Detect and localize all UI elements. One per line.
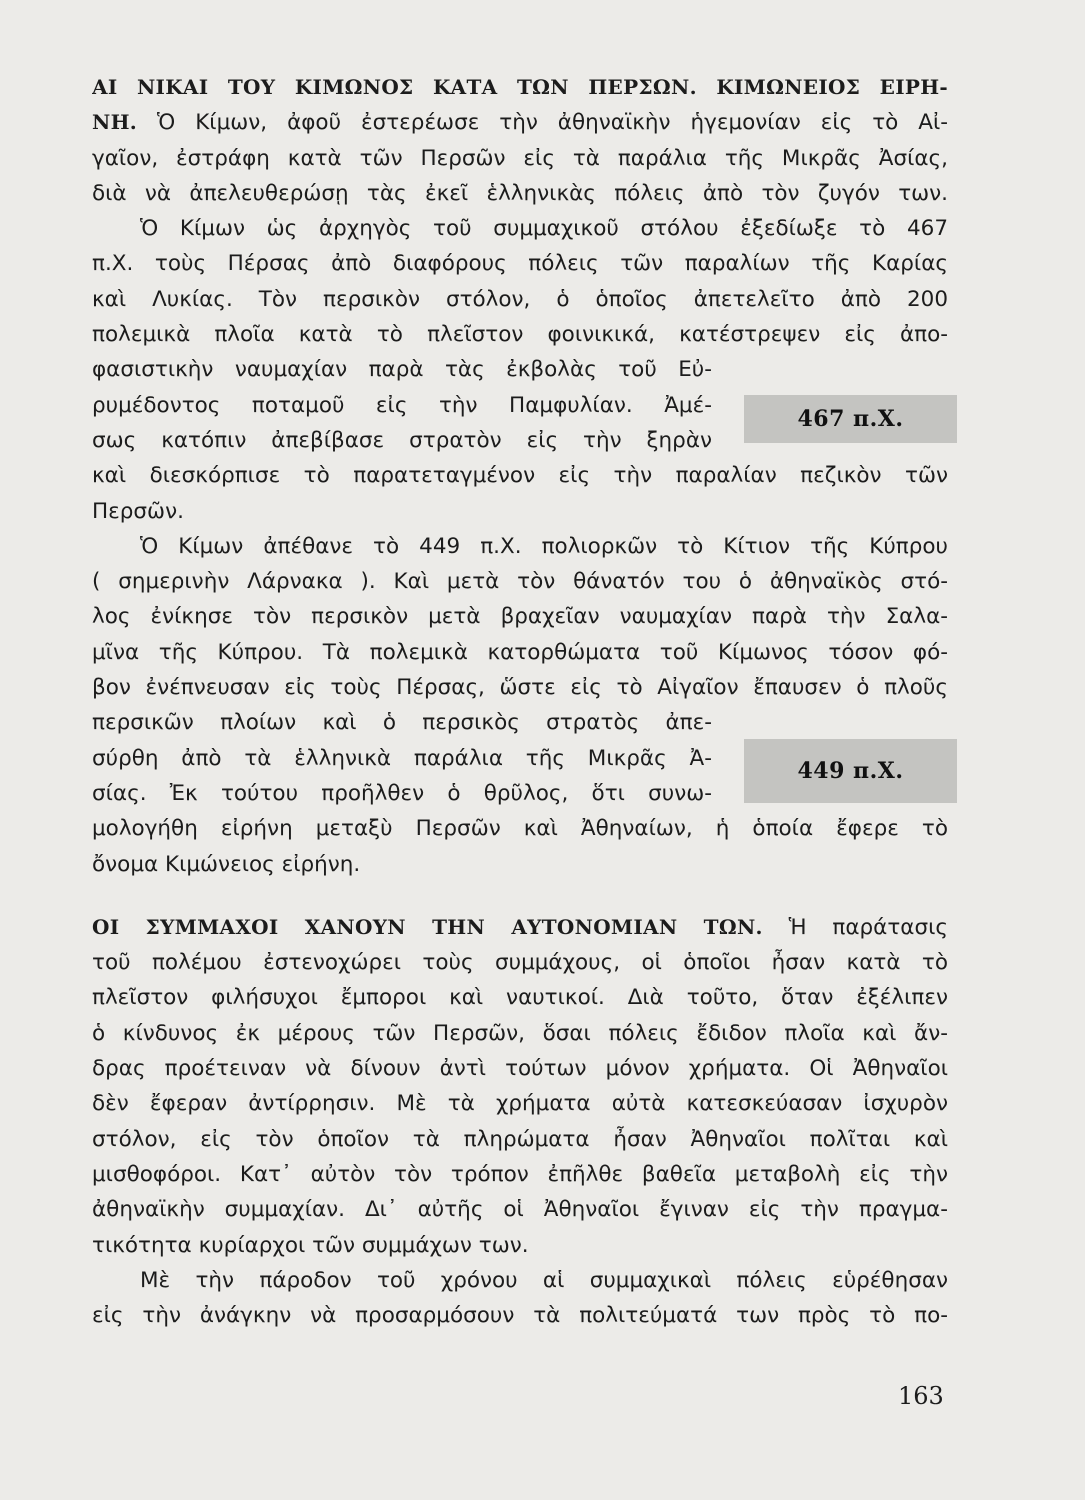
paragraph-line: μισθοφόροι. Κατ᾽ αὐτὸν τὸν τρόπον ἐπῆλθε βαθεῖα μεταβολὴ εἰς τὴν: [92, 1161, 948, 1187]
paragraph-line: Μὲ τὴν πάροδον τοῦ χρόνου αἱ συμμαχικαὶ πόλεις εὑρέθησαν: [140, 1267, 948, 1293]
paragraph-line: διὰ νὰ ἀπελευθερώσῃ τὰς ἐκεῖ ἑλληνικὰς πόλεις ἀπὸ τὸν ζυγόν των.: [92, 180, 948, 206]
paragraph-line: ἀθηναϊκὴν συμμαχίαν. Δι᾽ αὐτῆς οἱ Ἀθηναῖοι ἔγιναν εἰς τὴν πραγμα-: [92, 1197, 948, 1223]
heading-text: ΝΗ.: [92, 110, 138, 135]
paragraph-line: περσικῶν πλοίων καὶ ὁ περσικὸς στρατὸς ἀπε-: [92, 710, 712, 736]
paragraph-line: Ὁ Κίμων ἀπέθανε τὸ 449 π.Χ. πολιορκῶν τὸ Κίτιον τῆς Κύπρου: [140, 533, 948, 559]
paragraph-line: πολεμικὰ πλοῖα κατὰ τὸ πλεῖστον φοινικικά, κατέστρεψεν εἰς ἀπο-: [92, 322, 948, 348]
paragraph-line: Ὁ Κίμων ὡς ἀρχηγὸς τοῦ συμμαχικοῦ στόλου ἐξεδίωξε τὸ 467: [140, 216, 948, 242]
paragraph-line: ὁ κίνδυνος ἐκ μέρους τῶν Περσῶν, ὅσαι πόλεις ἔδιδον πλοῖα καὶ ἄν-: [92, 1020, 948, 1046]
heading-text: ΑΙ ΝΙΚΑΙ ΤΟΥ ΚΙΜΩΝΟΣ ΚΑΤΑ ΤΩΝ ΠΕΡΣΩΝ. ΚΙΜΩΝΕΙΟΣ ΕΙΡΗ-: [92, 75, 948, 99]
section-gap: [92, 882, 948, 910]
paragraph-line: Περσῶν.: [92, 498, 184, 524]
margin-date-note: 449 π.Χ.: [744, 739, 957, 803]
paragraph-line: σύρθη ἀπὸ τὰ ἑλληνικὰ παράλια τῆς Μικρᾶς Ἀ-: [92, 745, 712, 771]
page-number: 163: [898, 1382, 944, 1410]
paragraph-line: μῖνα τῆς Κύπρου. Τὰ πολεμικὰ κατορθώματα τοῦ Κίμωνος τόσον φό-: [92, 639, 948, 665]
text-column: [92, 70, 948, 1333]
heading-text: ΟΙ ΣΥΜΜΑΧΟΙ ΧΑΝΟΥΝ ΤΗΝ ΑΥΤΟΝΟΜΙΑΝ ΤΩΝ.: [92, 914, 763, 939]
margin-date-note: 467 π.Χ.: [744, 395, 957, 443]
paragraph-line: ΝΗ. Ὁ Κίμων, ἀφοῦ ἐστερέωσε τὴν ἀθηναϊκὴν ἡγεμονίαν εἰς τὸ Αἰ-: [92, 110, 948, 136]
paragraph-line: δρας προέτειναν νὰ δίνουν ἀντὶ τούτων μόνον χρήματα. Οἱ Ἀθηναῖοι: [92, 1056, 948, 1082]
paragraph-line: καὶ διεσκόρπισε τὸ παρατεταγμένον εἰς τὴν παραλίαν πεζικὸν τῶν: [92, 463, 948, 489]
paragraph-line: τοῦ πολέμου ἐστενοχώρει τοὺς συμμάχους, οἱ ὁποῖοι ἦσαν κατὰ τὸ: [92, 950, 948, 976]
paragraph-line: ( σημερινὴν Λάρνακα ). Καὶ μετὰ τὸν θάνατόν του ὁ ἀθηναϊκὸς στό-: [92, 569, 948, 595]
paragraph-line: τικότητα κυρίαρχοι τῶν συμμάχων των.: [92, 1232, 529, 1258]
paragraph-line: εἰς τὴν ἀνάγκην νὰ προσαρμόσουν τὰ πολιτεύματά των πρὸς τὸ πο-: [92, 1303, 948, 1329]
section-heading: ΟΙ ΣΥΜΜΑΧΟΙ ΧΑΝΟΥΝ ΤΗΝ ΑΥΤΟΝΟΜΙΑΝ ΤΩΝ. Ἡ παράτασις: [92, 914, 948, 940]
paragraph-line: ὄνομα Κιμώνειος εἰρήνη.: [92, 851, 361, 877]
paragraph-line: π.Χ. τοὺς Πέρσας ἀπὸ διαφόρους πόλεις τῶν παραλίων τῆς Καρίας: [92, 251, 948, 277]
paragraph-line: λος ἐνίκησε τὸν περσικὸν μετὰ βραχεῖαν ναυμαχίαν παρὰ τὴν Σαλα-: [92, 604, 948, 630]
paragraph-line: μολογήθη εἰρήνη μεταξὺ Περσῶν καὶ Ἀθηναίων, ἡ ὁποία ἔφερε τὸ: [92, 816, 948, 842]
paragraph-line: γαῖον, ἐστράφη κατὰ τῶν Περσῶν εἰς τὰ παράλια τῆς Μικρᾶς Ἀσίας,: [92, 145, 948, 171]
paragraph-line: στόλον, εἰς τὸν ὁποῖον τὰ πληρώματα ἦσαν Ἀθηναῖοι πολῖται καὶ: [92, 1126, 948, 1152]
paragraph-line: σίας. Ἐκ τούτου προῆλθεν ὁ θρῦλος, ὅτι συνω-: [92, 780, 712, 806]
paragraph-line: σως κατόπιν ἀπεβίβασε στρατὸν εἰς τὴν ξηρὰν: [92, 427, 712, 453]
paragraph-line: βον ἐνέπνευσαν εἰς τοὺς Πέρσας, ὥστε εἰς τὸ Αἰγαῖον ἔπαυσεν ὁ πλοῦς: [92, 675, 948, 701]
paragraph-line: καὶ Λυκίας. Τὸν περσικὸν στόλον, ὁ ὁποῖος ἀπετελεῖτο ἀπὸ 200: [92, 286, 948, 312]
paragraph-line: πλεῖστον φιλήσυχοι ἔμποροι καὶ ναυτικοί. Διὰ τοῦτο, ὅταν ἐξέλιπεν: [92, 985, 948, 1011]
section-heading: [92, 70, 948, 105]
paragraph-line: δὲν ἔφεραν ἀντίρρησιν. Μὲ τὰ χρήματα αὐτὰ κατεσκεύασαν ἰσχυρὸν: [92, 1091, 948, 1117]
paragraph-line: ρυμέδοντος ποταμοῦ εἰς τὴν Παμφυλίαν. Ἀμέ-: [92, 392, 712, 418]
paragraph-line: φασιστικὴν ναυμαχίαν παρὰ τὰς ἐκβολὰς τοῦ Εὐ-: [92, 357, 712, 383]
